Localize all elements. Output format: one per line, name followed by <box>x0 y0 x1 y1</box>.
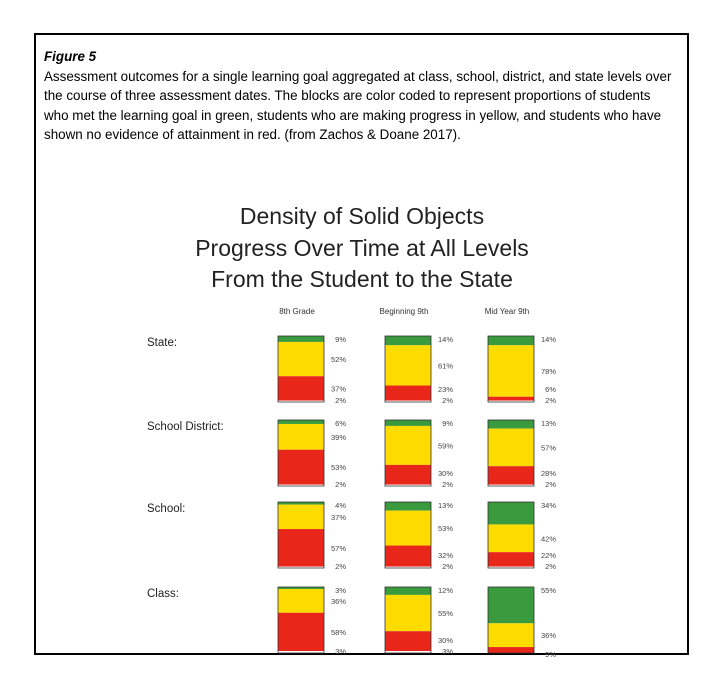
data-label-progress: 39% <box>330 432 346 442</box>
chart-title-line-3: From the Student to the State <box>211 266 513 292</box>
data-label-progress: 37% <box>330 512 346 522</box>
bar-segment-progress <box>488 345 534 396</box>
bar-segment-none <box>488 647 534 653</box>
data-label-met: 3% <box>335 586 346 595</box>
data-label-progress: 42% <box>540 534 556 544</box>
bar-segment-progress <box>488 623 534 647</box>
bar-segment-none <box>278 376 324 400</box>
bar-segment-progress <box>385 345 431 385</box>
bar-segment-met <box>488 502 534 524</box>
bar-segment-none <box>278 613 324 651</box>
data-label-none: 23% <box>437 385 453 394</box>
data-label-none: 32% <box>437 551 453 560</box>
bar-segment-progress <box>385 511 431 546</box>
bar-segment-progress <box>278 424 324 450</box>
bar-segment-met <box>385 587 431 595</box>
data-label-blank: 2% <box>335 396 346 405</box>
row-label-3: School: <box>147 503 186 515</box>
data-label-blank: 2% <box>545 480 556 489</box>
bar-segment-none <box>488 397 534 401</box>
data-label-progress: 36% <box>540 631 556 640</box>
data-label-progress: 55% <box>437 609 453 619</box>
data-label-blank: 2% <box>442 562 453 571</box>
data-label-none: 58% <box>330 627 346 637</box>
data-label-progress: 36% <box>330 597 346 606</box>
bar-segment-met <box>278 420 324 424</box>
figure-caption-block <box>44 47 674 145</box>
bar-segment-none <box>385 465 431 485</box>
data-label-progress: 59% <box>437 441 453 451</box>
figure-caption: Assessment outcomes for a single learning goal aggregated at class, school, district, and state levels over the course of three assessment dates. The blocks are color coded to represent proportions of students who met the learning goal in green, students who are making progress in yellow, and students who have shown no evidence of attainment in red. (from Zachos & Doane 2017). <box>44 68 672 142</box>
bar-segment-met <box>385 502 431 511</box>
data-label-blank: 3% <box>335 647 346 656</box>
data-label-met: 55% <box>540 586 556 595</box>
data-label-progress: 61% <box>437 361 453 371</box>
data-label-blank: 2% <box>545 396 556 405</box>
chart-title-line-1: Density of Solid Objects <box>239 203 485 229</box>
bar-segment-none <box>488 552 534 567</box>
bar-segment-met <box>278 336 324 342</box>
data-label-none: 22% <box>540 551 556 560</box>
column-header-1: 8th Grade <box>279 307 315 316</box>
data-label-blank: 2% <box>442 396 453 405</box>
data-label-none: 9% <box>545 650 556 659</box>
bar-segment-progress <box>488 524 534 552</box>
data-label-met: 12% <box>437 586 453 595</box>
data-label-met: 9% <box>442 419 453 428</box>
data-label-progress: 78% <box>540 366 556 376</box>
data-label-none: 30% <box>437 636 453 645</box>
data-label-blank: 2% <box>545 562 556 571</box>
bar-segment-none <box>385 631 431 651</box>
data-label-progress: 57% <box>540 443 556 453</box>
data-label-progress: 52% <box>330 355 346 365</box>
bar-segment-met <box>385 336 431 345</box>
data-label-met: 4% <box>335 501 346 510</box>
data-label-met: 14% <box>437 335 453 344</box>
bar-segment-none <box>278 529 324 567</box>
bar-segment-met <box>488 587 534 623</box>
data-label-met: 14% <box>540 335 556 344</box>
data-label-met: 13% <box>437 501 453 510</box>
bar-segment-progress <box>385 595 431 631</box>
chart-title-line-2: Progress Over Time at All Levels <box>195 235 529 261</box>
data-label-blank: 2% <box>442 480 453 489</box>
data-label-none: 57% <box>330 543 346 553</box>
bar-segment-met <box>488 336 534 345</box>
data-label-none: 6% <box>545 385 556 394</box>
data-label-met: 34% <box>540 501 556 510</box>
bar-segment-none <box>488 466 534 484</box>
row-label-2: School District: <box>147 421 224 433</box>
bar-segment-progress <box>278 342 324 376</box>
data-label-blank: 2% <box>335 562 346 571</box>
stacked-bar-chart <box>130 190 570 659</box>
data-label-met: 13% <box>540 419 556 428</box>
bar-segment-met <box>488 420 534 429</box>
bar-segment-none <box>278 450 324 485</box>
bar-segment-progress <box>488 429 534 467</box>
data-label-blank: 2% <box>335 480 346 489</box>
data-label-met: 9% <box>335 335 346 344</box>
row-label-4: Class: <box>147 588 179 600</box>
bar-segment-progress <box>278 505 324 529</box>
data-label-met: 6% <box>335 419 346 428</box>
bar-segment-met <box>385 420 431 426</box>
bar-segment-progress <box>385 426 431 465</box>
bar-segment-progress <box>278 589 324 613</box>
row-label-1: State: <box>147 337 178 349</box>
figure-label: Figure 5 <box>44 49 97 64</box>
data-label-none: 30% <box>437 469 453 478</box>
column-header-3: Mid Year 9th <box>484 307 530 316</box>
data-label-blank: 3% <box>442 647 453 656</box>
data-label-none: 28% <box>540 469 556 478</box>
data-label-progress: 53% <box>437 524 453 534</box>
bar-segment-none <box>385 546 431 567</box>
data-label-none: 53% <box>330 463 346 473</box>
column-header-2: Beginning 9th <box>379 307 429 316</box>
bar-segment-none <box>385 386 431 401</box>
data-label-none: 37% <box>330 384 346 394</box>
